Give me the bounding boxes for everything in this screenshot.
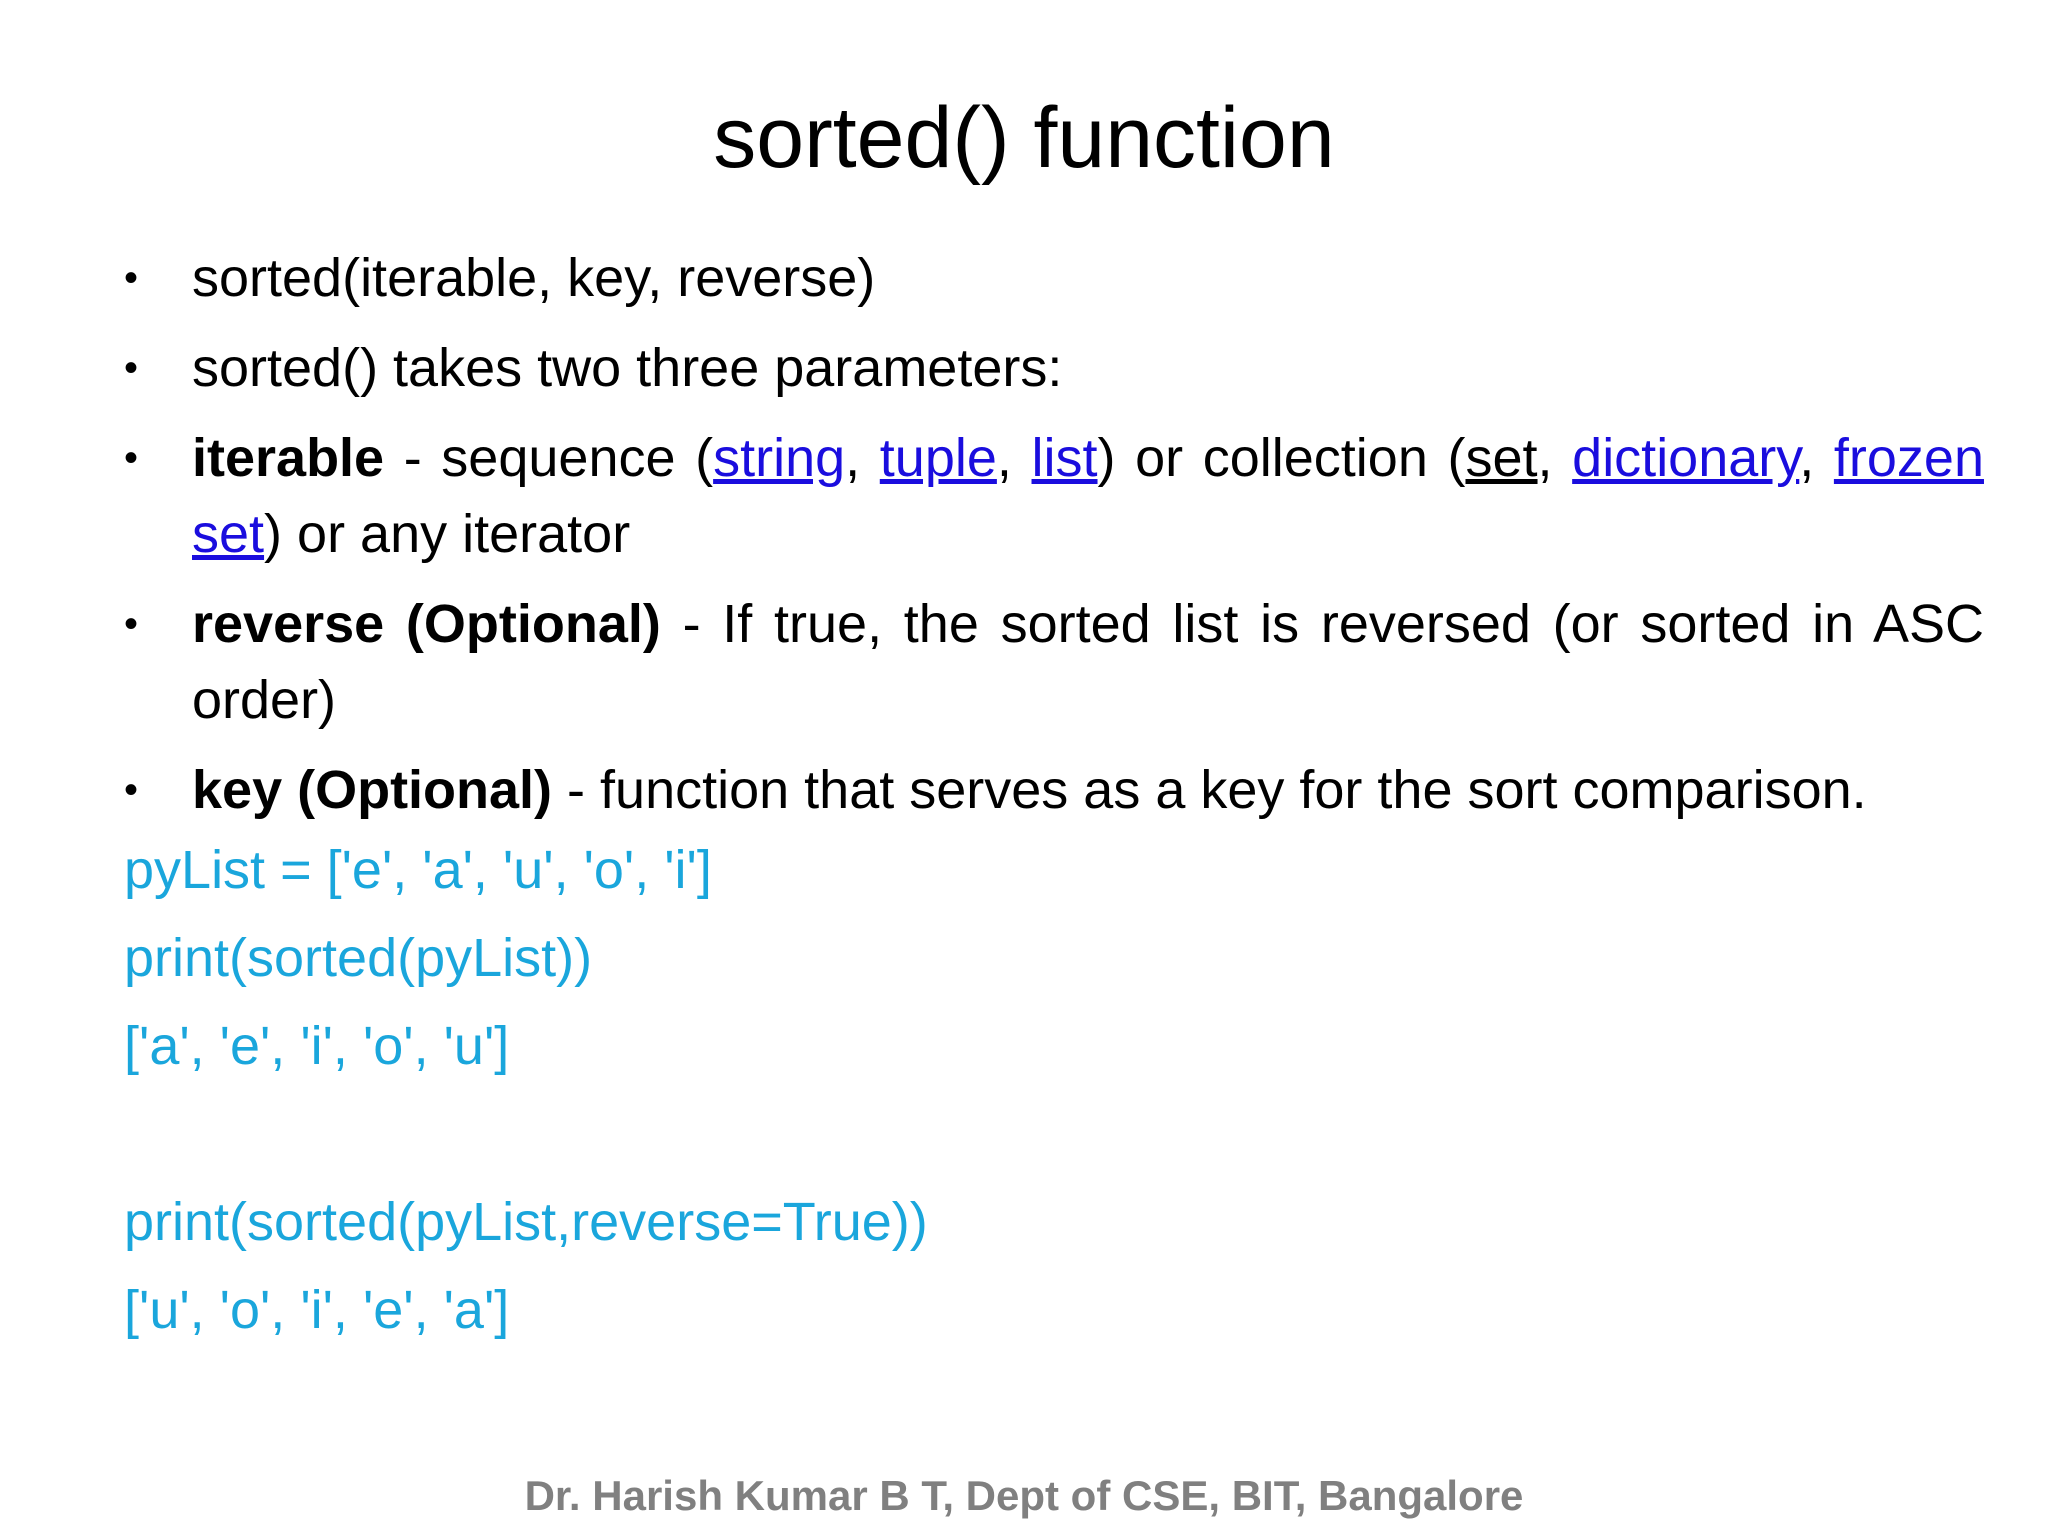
term-reverse: reverse (Optional) [192,594,661,654]
bullet-icon: • [124,256,139,300]
bullet-key [124,752,1984,828]
bullet-reverse [124,586,1984,738]
code-line-2: print(sorted(pyList)) [124,928,593,988]
separator: , [996,428,1032,488]
bullet-icon: • [124,602,139,646]
bullet-list [124,240,1984,842]
bullet-text: - If true, the sorted list is reversed (or sorted in ASC order) [192,594,1984,730]
code-line-4: print(sorted(pyList,reverse=True)) [124,1192,928,1252]
set-text: set [1465,428,1538,488]
bullet-text: - sequence ( [384,428,714,488]
bullet-parameters [124,330,1984,406]
code-line-3: ['a', 'e', 'i', 'o', 'u'] [124,1016,510,1076]
link-list[interactable]: list [1031,428,1098,488]
slide-title: sorted() function [713,90,1335,186]
code-line-5: ['u', 'o', 'i', 'e', 'a'] [124,1280,510,1340]
separator: , [1799,428,1834,488]
bullet-text: sorted(iterable, key, reverse) [192,248,876,308]
bullet-text: sorted() takes two three parameters: [192,338,1063,398]
link-dictionary[interactable]: dictionary [1572,428,1800,488]
link-frozen-set[interactable]: frozen set [192,428,1984,564]
bullet-icon: • [124,346,139,390]
term-iterable: iterable [192,428,385,488]
bullet-syntax [124,240,1984,316]
bullet-icon: • [124,768,139,812]
separator: , [845,428,880,488]
code-line-1: pyList = ['e', 'a', 'u', 'o', 'i'] [124,840,712,900]
bullet-iterable [124,420,1984,572]
separator: , [1537,428,1573,488]
link-string[interactable]: string [713,428,846,488]
bullet-icon: • [124,436,139,480]
bullet-text: ) or any iterator [264,504,631,564]
bullet-text: - function that serves as a key for the sort comparison. [552,760,1867,820]
link-tuple[interactable]: tuple [879,428,997,488]
footer-credit: Dr. Harish Kumar B T, Dept of CSE, BIT, Bangalore [524,1472,1524,1519]
term-key: key (Optional) [192,760,553,820]
bullet-text: ) or collection ( [1097,428,1466,488]
